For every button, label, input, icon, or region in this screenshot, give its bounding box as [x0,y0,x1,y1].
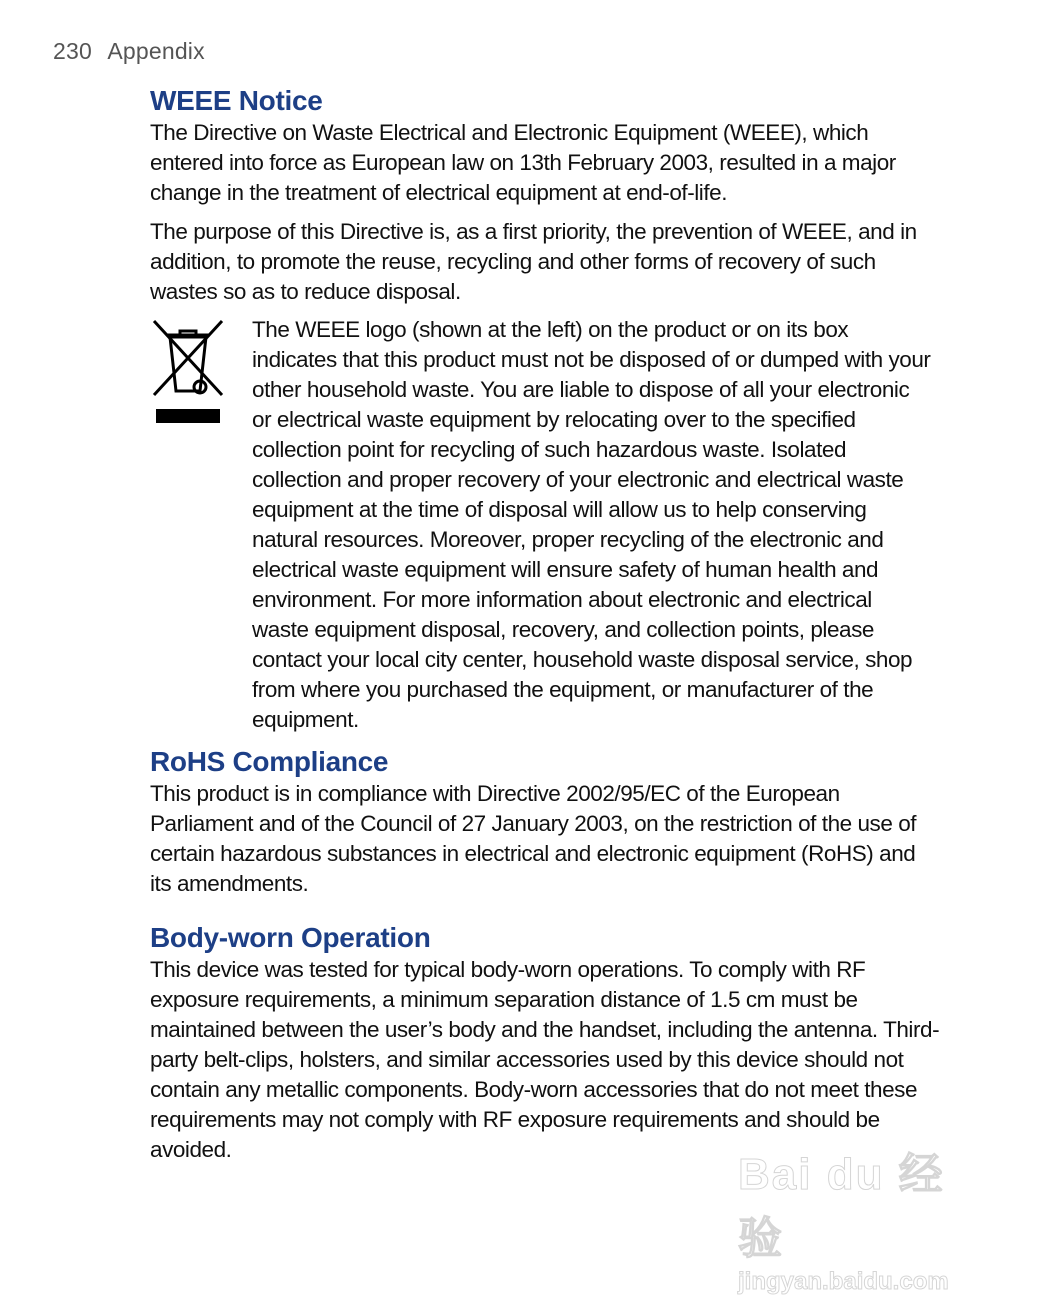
page-content [150,84,940,1165]
body-worn-title: Body-worn Operation [150,922,431,953]
body-worn-paragraph: This device was tested for typical body-worn operations. To comply with RF exposure requirements, a minimum separation distance of 1.5 cm must be maintained between the user’s body and the handset, including the antenna. Third-party belt-clips, holsters, and similar accessories used by this device should not contain any metallic components. Body-worn accessories that do not meet these requirements may not comply with RF exposure requirements and should be avoided. [150,957,940,1162]
weee-section [150,84,940,735]
weee-title: WEEE Notice [150,85,323,116]
rohs-title: RoHS Compliance [150,746,389,777]
weee-paragraph-3: The WEEE logo (shown at the left) on the product or on its box indicates that this product must not be disposed of or dumped with your other household waste. You are liable to dispose of all your electronic or electrical waste equipment by relocating over to the specified collection point for recycling of such hazardous waste. Isolated collection and proper recovery of your electronic and electrical waste equipment at the time of disposal will allow us to help conserving natural resources. Moreover, proper recycling of the electronic and electrical waste equipment will ensure safety of human health and environment. For more information about electronic and electrical waste equipment disposal, recovery, and collection points, please contact your local city center, household waste disposal service, shop from where you purchased the equipment, or manufacturer of the equipment. [252,317,931,732]
weee-paragraph-1: The Directive on Waste Electrical and Electronic Equipment (WEEE), which entered into force as European law on 13th February 2003, resulted in a major change in the treatment of electrical equipment at end-of-life. [150,120,896,205]
page-header [53,38,205,65]
section-name: Appendix [107,38,205,64]
weee-paragraph-2: The purpose of this Directive is, as a first priority, the prevention of WEEE, and in addition, to promote the reuse, recycling and other forms of recovery of such wastes so as to reduce disposal. [150,219,917,304]
rohs-section [150,745,940,899]
page-number: 230 [53,38,92,64]
watermark-url: jingyan.baidu.com [738,1268,949,1295]
rohs-paragraph: This product is in compliance with Directive 2002/95/EC of the European Parliament and of the Council of 27 January 2003, on the restriction of the use of certain hazardous substances in electrical and electronic equipment (RoHS) and its amendments. [150,781,917,896]
body-worn-section [150,921,940,1165]
crossed-out-wheelie-bin-icon [150,315,252,735]
watermark-logo: Bai du 经验 [738,1150,945,1263]
